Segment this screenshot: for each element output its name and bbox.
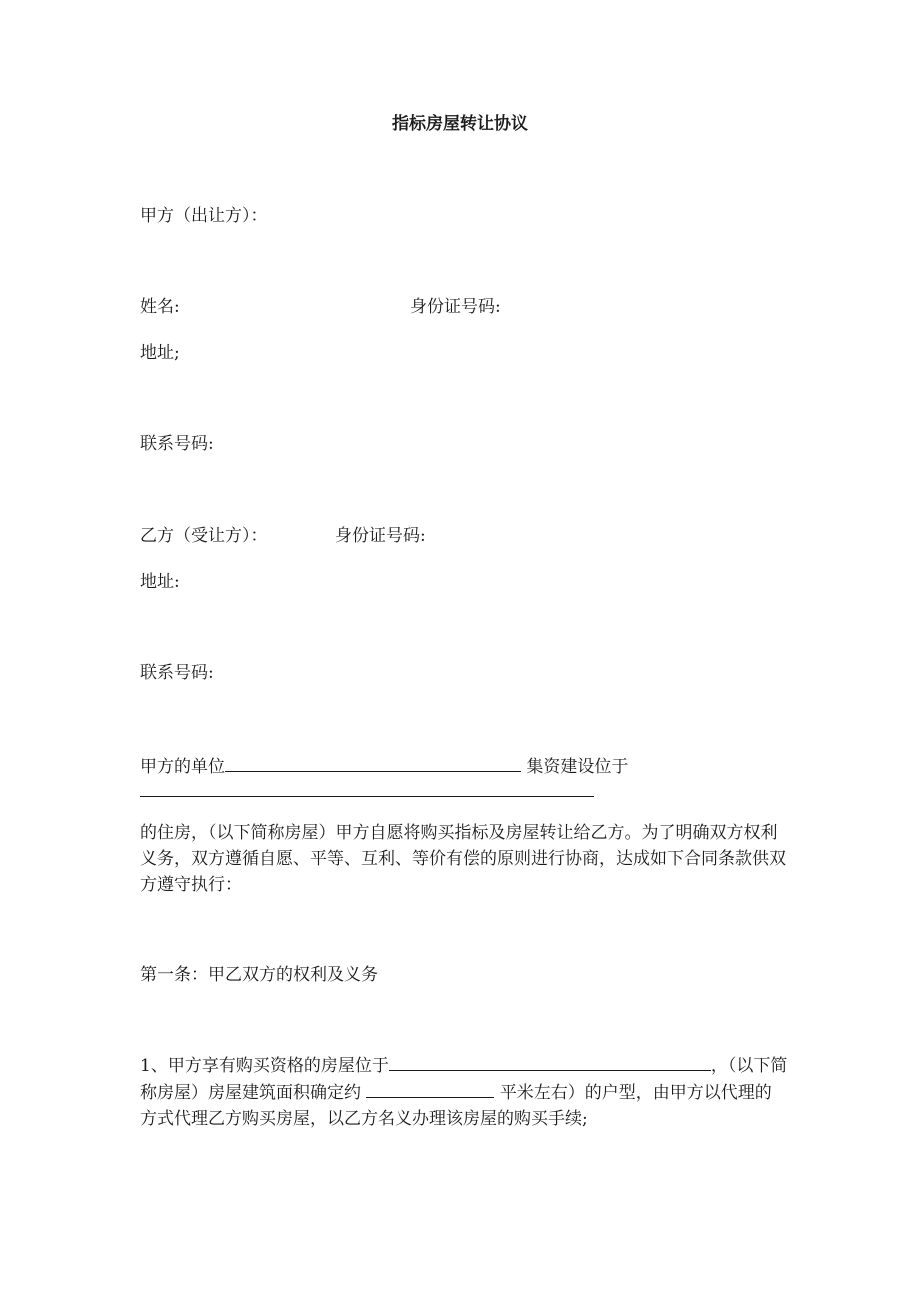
clause-1 [140,1052,788,1132]
party-a-heading: 甲方（出让方）： [140,206,268,226]
party-a-phone-label: 联系号码: [140,434,214,454]
house-location-blank [389,1052,711,1071]
location-blank-line [140,796,594,797]
area-blank [366,1079,494,1098]
clause-1-part1: 1、甲方享有购买资格的房屋位于 [140,1056,389,1076]
article-1-heading: 第一条：甲乙双方的权利及义务 [140,965,378,985]
party-a-address-label: 地址; [140,343,180,363]
unit-line-suffix: 集资建设位于 [526,757,629,777]
document-title: 指标房屋转让协议 [392,114,528,134]
party-a-name-label: 姓名: [140,297,180,317]
clause-1-part3: 平米左右）的户型，由甲方以代理的方式代理乙方购买房屋，以乙方名义办理该房屋的购买手续; [140,1083,772,1129]
clause-1-part2: ，（以下简称房屋）房屋建筑面积确定约 [140,1056,788,1103]
party-b-heading: 乙方（受让方）： [140,526,268,546]
party-b-phone-label: 联系号码: [140,663,214,683]
unit-line-prefix: 甲方的单位 [140,757,225,777]
unit-line [140,753,628,779]
party-a-id-label: 身份证号码: [410,297,501,317]
unit-name-blank [225,753,521,772]
party-b-address-label: 地址: [140,572,180,592]
intro-paragraph: 的住房，（以下简称房屋）甲方自愿将购买指标及房屋转让给乙方。为了明确双方权利义务，双方遵循自愿、平等、互利、等价有偿的原则进行协商，达成如下合同条款供双方遵守执行： [140,823,786,895]
party-b-id-label: 身份证号码: [335,526,426,546]
